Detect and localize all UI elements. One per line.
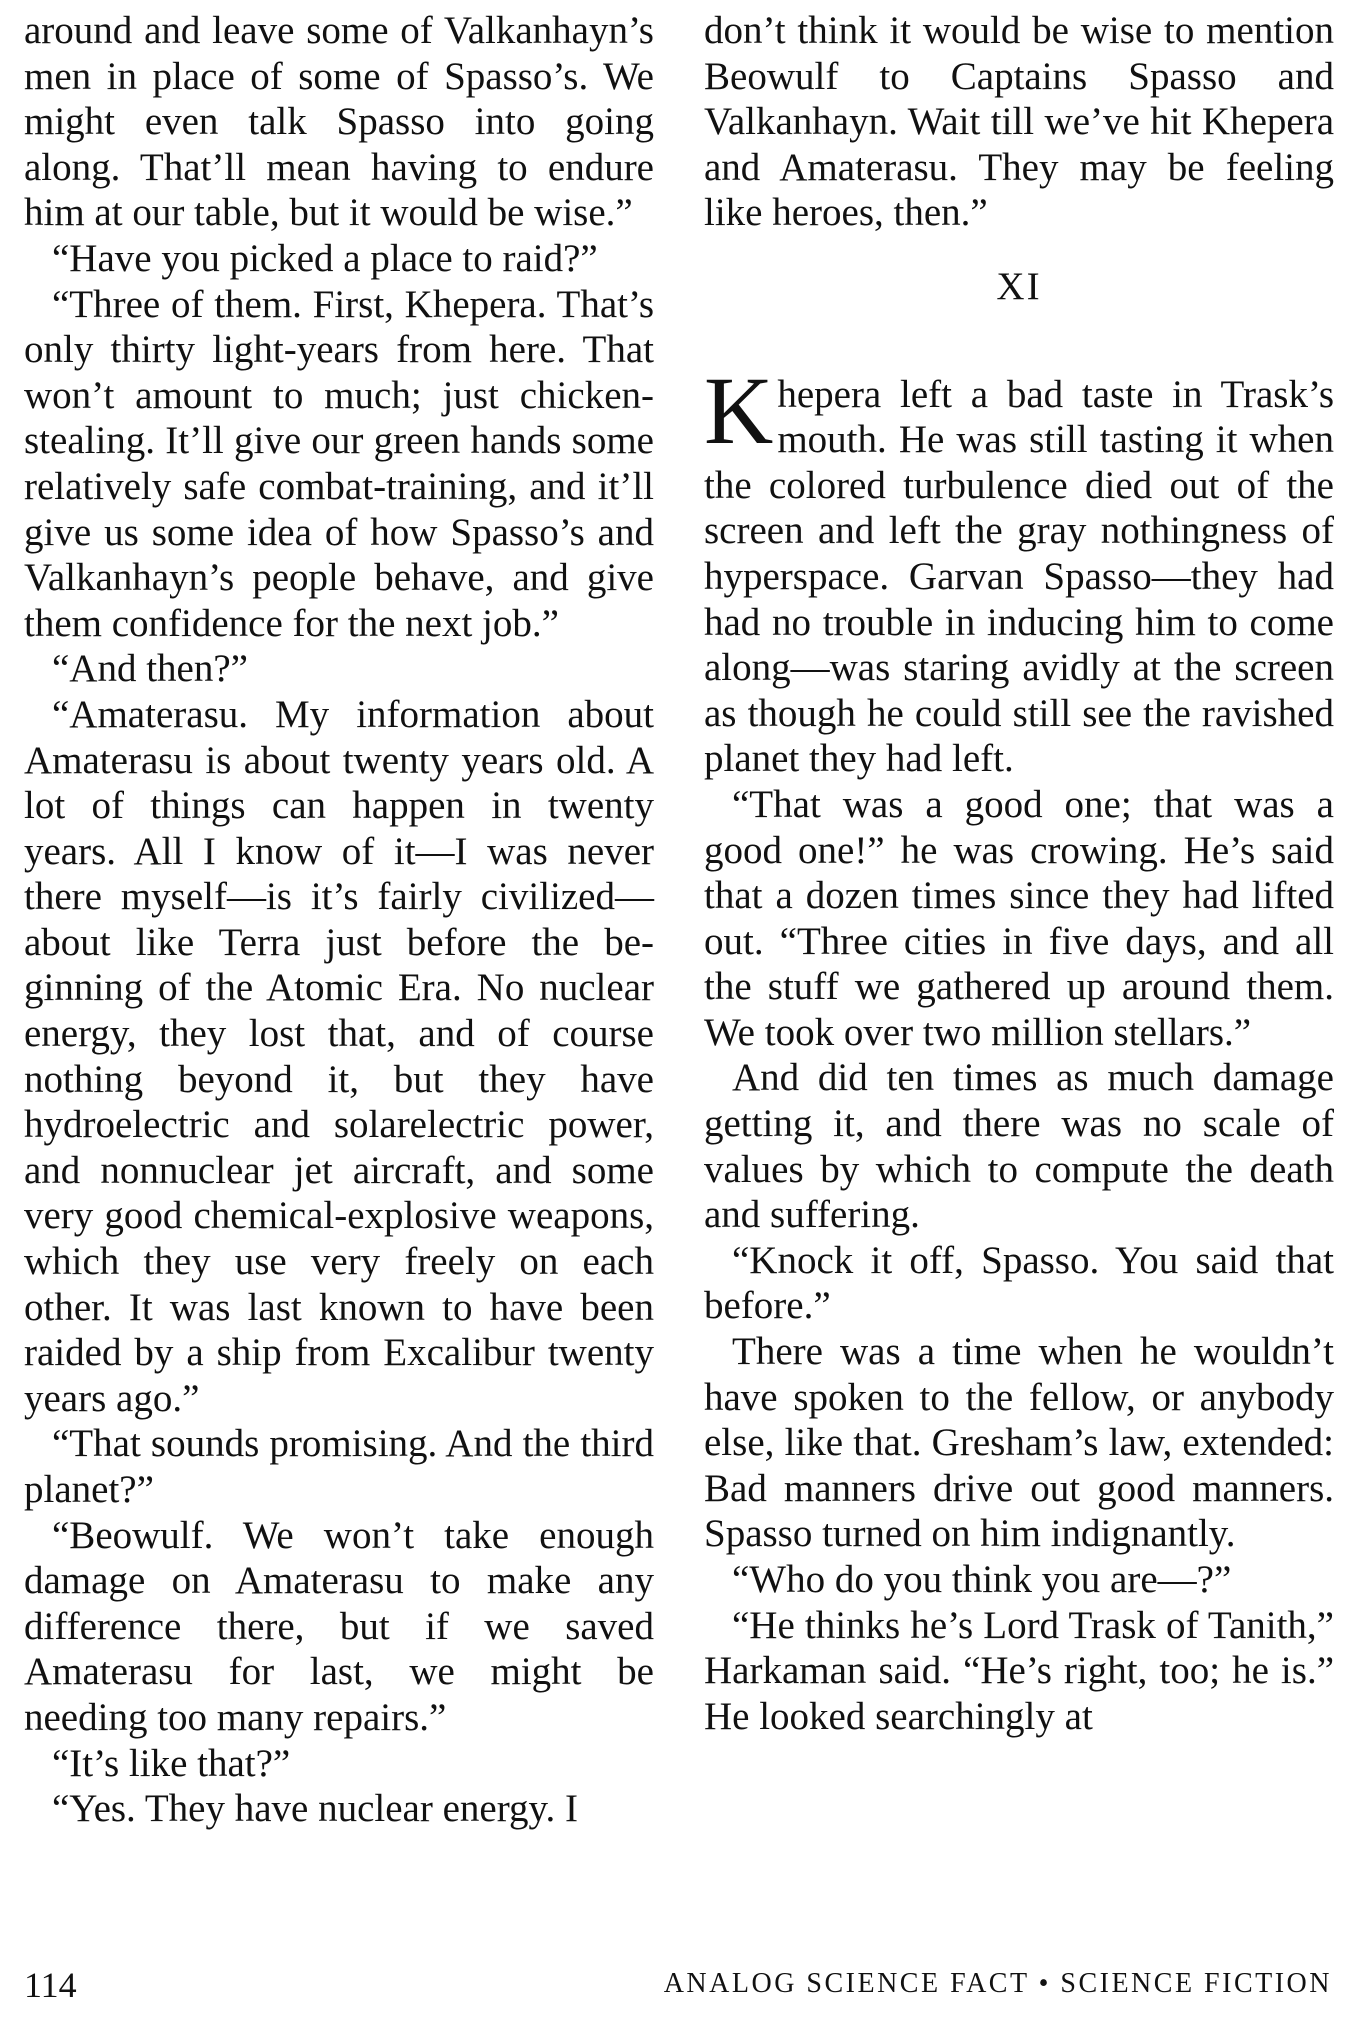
paragraph: “He thinks he’s Lord Trask of Tanith,” Harkaman said. “He’s right, too; he is.” He looked searchingly at [704, 1603, 1334, 1738]
paragraph: And did ten times as much damage getting it, and there was no scale of values by which to compute the death and suffering. [704, 1056, 1334, 1237]
chapter-heading: XI [996, 264, 1042, 308]
left-column [24, 8, 654, 1832]
paragraph: “Amaterasu. My information about Amaterasu is about twenty years old. A lot of things can happen in twenty years. All I know of it—I was never there myself—is it’s fairly civilized—about like Terra just before the beginning of the Atomic Era. No nuclear energy, they lost that, and of course nothing beyond it, but they have hydroelectric and solarelectric power, and nonnuclear jet aircraft, and some very good chemical-explosive weapons, which they use very freely on each other. It was last known to have been raided by a ship from Excalibur twenty years ago.” [24, 692, 654, 1420]
running-title: ANALOG SCIENCE FACT • SCIENCE FICTION [663, 1968, 1332, 1999]
chapter-opening-paragraph [704, 356, 1334, 782]
paragraph: “Who do you think you are—?” [732, 1558, 1232, 1601]
paragraph: “Have you picked a place to raid?” [52, 236, 598, 280]
paragraph: “Knock it off, Spasso. You said that before.” [704, 1238, 1334, 1328]
drop-cap: K [704, 356, 774, 464]
paragraph: “Yes. They have nuclear energy. I [52, 1787, 578, 1831]
right-column [704, 8, 1334, 1739]
paragraph: “And then?” [52, 647, 248, 691]
paragraph: “Three of them. First, Khepera. That’s only thirty light-years from here. That won’t amount to much; just chicken-stealing. It’ll give our green hands some relatively safe combat-training, and it’ll give us some idea of how Spasso’s and Valkanhayn’s people behave, and give them confidence for the next job.” [24, 282, 654, 645]
paragraph: “It’s like that?” [52, 1741, 291, 1785]
page-number: 114 [24, 1965, 77, 2005]
paragraph: “That sounds promising. And the third planet?” [24, 1422, 654, 1511]
chapter-opening-text: hepera left a bad taste in Trask’s mouth. He was still tasting it when the colored turbulence died out of the screen and left the gray nothingness of hyperspace. Garvan Spasso—they had had no trouble in inducing him to come along—was staring avidly at the screen as though he could still see the ravished planet they had left. [704, 372, 1334, 781]
paragraph: There was a time when he wouldn’t have spoken to the fellow, or anybody else, like that. Gresham’s law, extended: Bad manners drive out good manners. Spasso turned on him indignantly. [704, 1330, 1334, 1556]
page-footer [24, 1964, 1332, 2012]
paragraph: don’t think it would be wise to mention Beowulf to Captains Spasso and Valkanhayn. Wait till we’ve hit Khepera and Amaterasu. They may be feeling like heroes, then.” [704, 9, 1334, 235]
paragraph: “That was a good one; that was a good one!” he was crowing. He’s said that a dozen times since they had lifted out. “Three cities in five days, and all the stuff we gathered up around them. We took over two million stellars.” [704, 782, 1334, 1054]
paragraph: “Beowulf. We won’t take enough damage on Amaterasu to make any difference there, but if we saved Amaterasu for last, we might be needing too many repairs.” [24, 1513, 654, 1739]
paragraph: around and leave some of Valkanhayn’s men in place of some of Spasso’s. We might even talk Spasso into going along. That’ll mean having to endure him at our table, but it would be wise.” [24, 9, 654, 235]
